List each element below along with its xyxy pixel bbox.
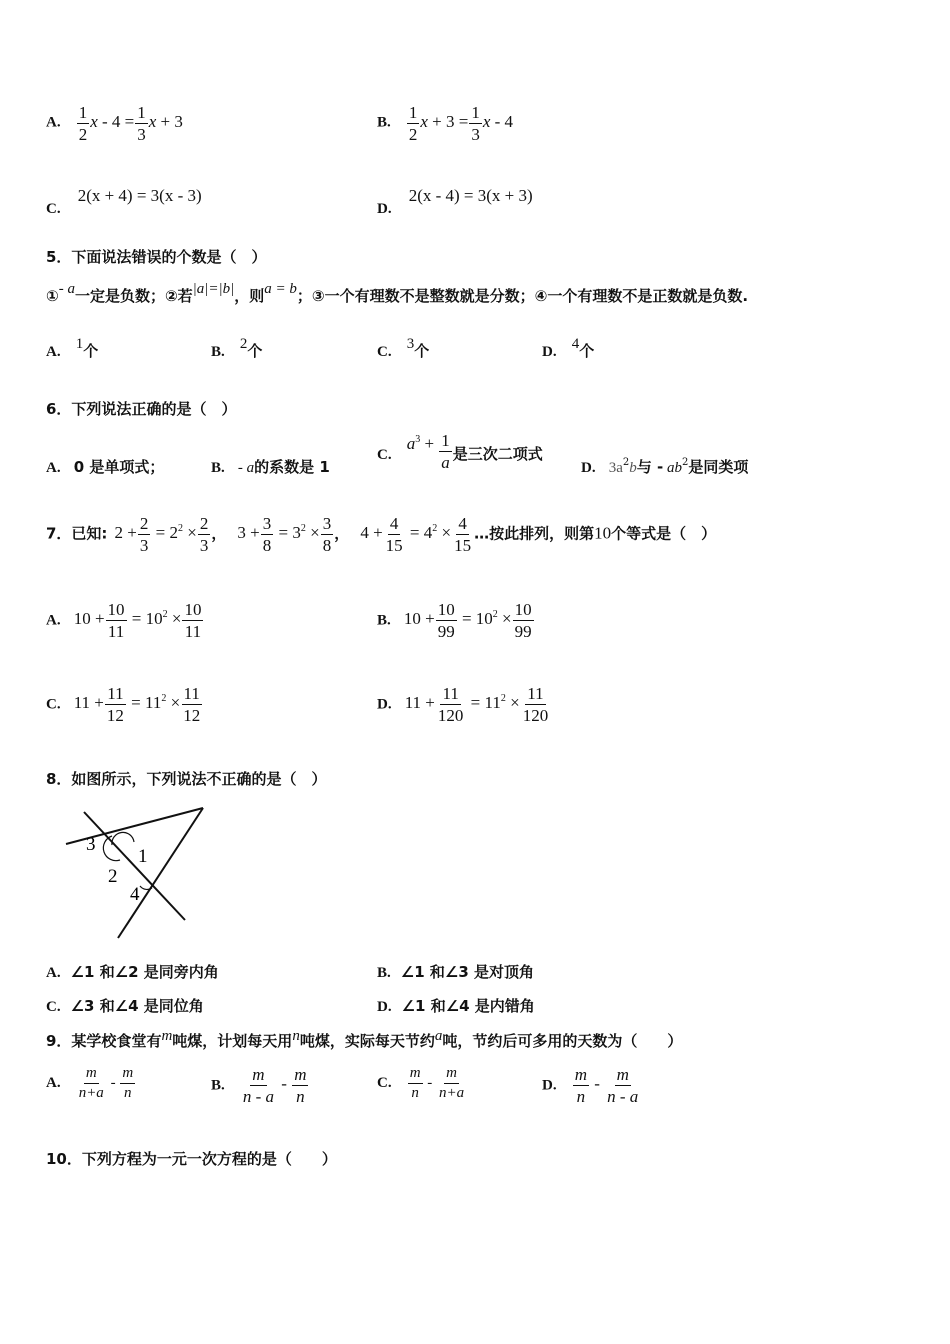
q6-option-c[interactable]: C. $a^3$ + $\frac{1}{a}$ 是三次二项式 (377, 431, 543, 472)
q4-option-c-label: C. (46, 201, 61, 217)
q4-option-a[interactable] (46, 104, 183, 143)
q7-eq1: 2 + $\frac{2}{3}$ = $2^2$ × $\frac{2}{3}$ (114, 514, 209, 555)
q9-option-b[interactable]: B. $\frac{m}{n - a}$ - $\frac{m}{n}$ (211, 1065, 307, 1106)
q6-stem: 6．下列说法正确的是（ ） (46, 400, 237, 418)
q5-option-d[interactable]: D. 4个 (542, 336, 595, 360)
q9-option-a[interactable]: A. $\frac{m}{n+a}$ - $\frac{m}{n}$ (46, 1065, 134, 1101)
q8-label-1: 1 (138, 846, 148, 867)
q9-stem: 9．某学校食堂有m吨煤，计划每天用n吨煤，实际每天节约a吨，节约后可多用的天数为（ ） (46, 1028, 683, 1050)
q8-label-4: 4 (130, 884, 140, 905)
q4-option-c[interactable] (46, 186, 202, 217)
q8-option-c[interactable]: C. ∠3 和∠4 是同位角 (46, 997, 204, 1015)
q6-option-a[interactable]: A. 0 是单项式； (46, 458, 165, 476)
q6-option-d[interactable]: D. $3a^2b$与 - $ab^2$是同类项 (581, 457, 749, 476)
q7-option-b[interactable]: B. 10 + $\frac{10}{99}$ = $10^2$ × $\frac{10}{99}$ (377, 600, 532, 641)
q7-eq2: 3 + $\frac{3}{8}$ = $3^2$ × $\frac{3}{8}$ (237, 514, 332, 555)
q5-option-c[interactable]: C. 3个 (377, 336, 430, 360)
q8-angle-figure (60, 800, 220, 945)
q4-option-c-expr: 2(x + 4) = 3(x - 3) (77, 186, 202, 205)
q8-option-a[interactable]: A. ∠1 和∠2 是同旁内角 (46, 963, 219, 981)
q5-statements: ①- a一定是负数；②若|a|=|b|，则a = b；③一个有理数不是整数就是分数；④一个有理数不是正数就是负数. (46, 281, 749, 305)
q4-option-b-expr: $\frac{1}{2}$ x + 3 = $\frac{1}{3}$ x - 4 (408, 103, 514, 144)
q7-option-c[interactable]: C. 11 + $\frac{11}{12}$ = $11^2$ × $\frac{11}{12}$ (46, 684, 201, 725)
q8-stem: 8．如图所示，下列说法不正确的是（ ） (46, 770, 327, 788)
q6-option-b[interactable]: B. - a的系数是 1 (211, 458, 330, 476)
q5-option-a[interactable]: A. 1个 (46, 336, 99, 360)
q7-option-a[interactable]: A. 10 + $\frac{10}{11}$ = $10^2$ × $\frac{10}{11}$ (46, 600, 202, 641)
q4-option-d-expr: 2(x - 4) = 3(x + 3) (408, 186, 533, 205)
q8-option-d[interactable]: D. ∠1 和∠4 是内错角 (377, 997, 535, 1015)
q8-label-2: 2 (108, 866, 118, 887)
q7-eq3: 4 + $\frac{4}{15}$ = $4^2$ × $\frac{4}{15}$ (360, 514, 472, 555)
q9-option-d[interactable]: D. $\frac{m}{n}$ - $\frac{m}{n - a}$ (542, 1065, 639, 1106)
q10-stem: 10．下列方程为一元一次方程的是（ ） (46, 1150, 337, 1168)
q4-option-d[interactable] (377, 186, 533, 217)
q5-stem: 5．下面说法错误的个数是（ ） (46, 248, 267, 266)
q6-option-c-expr: $a^3$ + $\frac{1}{a}$ (406, 431, 450, 472)
q8-option-b[interactable]: B. ∠1 和∠3 是对顶角 (377, 963, 534, 981)
q4-option-b[interactable] (377, 104, 513, 143)
q7-stem: 7．已知: 2 + $\frac{2}{3}$ = $2^2$ × $\frac{2}{3}$ ， 3 + $\frac{3}{8}$ = $3^2$ × $\frac{3}{8}$ ， 4 + $\frac{4}{15}$ = $4^2$ × $\frac{4}{15}$ …按此排列，则第10个等式是（ ） (46, 514, 717, 555)
q4-option-a-label: A. (46, 114, 61, 131)
q4-option-b-label: B. (377, 114, 391, 131)
q4-option-d-label: D. (377, 201, 392, 217)
q4-option-a-expr: $\frac{1}{2}$ x - 4 = $\frac{1}{3}$ x + 3 (78, 103, 183, 144)
q8-arc-1 (112, 832, 134, 845)
q7-option-d[interactable]: D. 11 + $\frac{11}{120}$ = $11^2$ × $\frac{11}{120}$ (377, 684, 549, 725)
q9-option-c[interactable]: C. $\frac{m}{n}$ - $\frac{m}{n+a}$ (377, 1065, 465, 1101)
q5-option-b[interactable]: B. 2个 (211, 336, 263, 360)
q8-label-3: 3 (86, 834, 96, 855)
